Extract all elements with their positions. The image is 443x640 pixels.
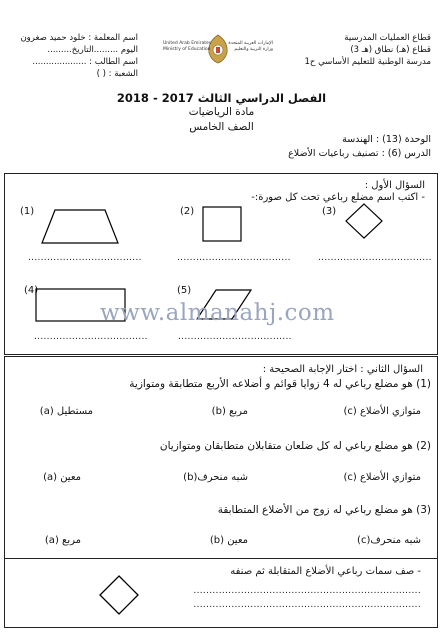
q2-item-1-option-a[interactable]: مستطيل (a) <box>39 406 93 417</box>
trapezoid-shape <box>40 209 120 245</box>
q2-item-2-text: (2) هو مضلع رباعي له كل ضلعان متقابلان متطابقان ومتوازيان <box>159 440 431 452</box>
logo-text-en-2: Ministry of Education <box>163 47 211 52</box>
describe-rhombus-shape <box>99 575 139 615</box>
semester-title: الفصل الدراسي الثالث 2017 - 2018 <box>116 91 327 105</box>
q2-item-3-option-b[interactable]: معين (b) <box>209 535 248 546</box>
grade-title: الصف الخامس <box>189 121 254 133</box>
subject-title: مادة الرياضيات <box>188 106 255 118</box>
watermark: www.almanahj.com <box>100 300 335 326</box>
student-name: اسم الطالب : .................... <box>32 57 138 67</box>
lesson-line: الدرس (6) : تصنيف رباعيات الأضلاع <box>288 148 431 159</box>
logo-text-en-1: United Arab Emirates <box>163 41 212 46</box>
shape-1-label: (1) <box>20 206 35 217</box>
describe-answer-line-2[interactable]: ........................................................................ <box>193 600 421 610</box>
shape-2-label: (2) <box>180 206 195 217</box>
rhombus-shape <box>345 203 383 239</box>
unit-line: الوحدة (13) : الهندسة <box>342 134 431 145</box>
ministry-logo <box>163 33 273 69</box>
teacher-name: اسم المعلمة : خلود حميد صغرون <box>20 33 138 43</box>
shape-4-answer-line[interactable]: .................................... <box>34 332 148 342</box>
day-date: اليوم .........التاريخ......... <box>47 45 138 55</box>
shape-4-label: (4) <box>24 285 39 296</box>
q2-item-1-option-b[interactable]: مربع (b) <box>211 406 248 417</box>
q2-item-3-option-a[interactable]: مربع (a) <box>44 535 81 546</box>
square-shape <box>202 206 242 242</box>
describe-instruction: - صف سمات رباعي الأضلاع المتقابلة ثم صنفه <box>230 566 421 577</box>
shape-5-answer-line[interactable]: .................................... <box>178 332 292 342</box>
q2-item-3-option-c[interactable]: شبه منحرف(c) <box>357 535 421 546</box>
header-right-line-3: مدرسة الوطنية للتعليم الأساسي ح1 <box>304 57 431 67</box>
shape-2-answer-line[interactable]: .................................... <box>177 253 291 263</box>
q2-item-1-option-c[interactable]: متوازي الأضلاع (c) <box>343 406 421 417</box>
q2-item-2-option-c[interactable]: متوازي الأضلاع (c) <box>343 472 421 483</box>
logo-text-ar-2: وزارة التربية والتعليم <box>234 47 273 52</box>
shape-3-answer-line[interactable]: .................................... <box>318 253 432 263</box>
question-1-instruction: - اكتب اسم مضلع رباعي تحت كل صورة:- <box>251 192 425 203</box>
question-1-title: السؤال الأول : <box>364 180 425 191</box>
q2-item-3-text: (3) هو مضلع رباعي له زوج من الأضلاع المتطابقة <box>217 504 431 516</box>
question-2-title: السؤال الثاني : اختار الإجابة الصحيحة : <box>262 364 423 375</box>
header-right-line-2: قطاع (هـ) نطاق (هـ 3) <box>350 45 431 55</box>
divider-line <box>4 558 437 559</box>
q2-item-2-option-b[interactable]: شبه منحرف(b) <box>183 472 248 483</box>
q2-item-1-text: (1) هو مضلع رباعي له 4 زوايا قوائم و أضلاعه الأربع متطابقة ومتوازية <box>129 378 431 390</box>
shape-1-answer-line[interactable]: .................................... <box>28 253 142 263</box>
describe-answer-line-1[interactable]: ........................................................................ <box>193 586 421 596</box>
logo-text-ar-1: الإمارات العربية المتحدة <box>228 41 273 46</box>
header-right-line-1: قطاع العمليات المدرسية <box>344 33 431 43</box>
q2-item-2-option-a[interactable]: معين (a) <box>43 472 81 483</box>
shape-3-label: (3) <box>322 206 337 217</box>
class-section: الشعبة : ( ) <box>96 69 138 79</box>
shape-5-label: (5) <box>177 285 192 296</box>
